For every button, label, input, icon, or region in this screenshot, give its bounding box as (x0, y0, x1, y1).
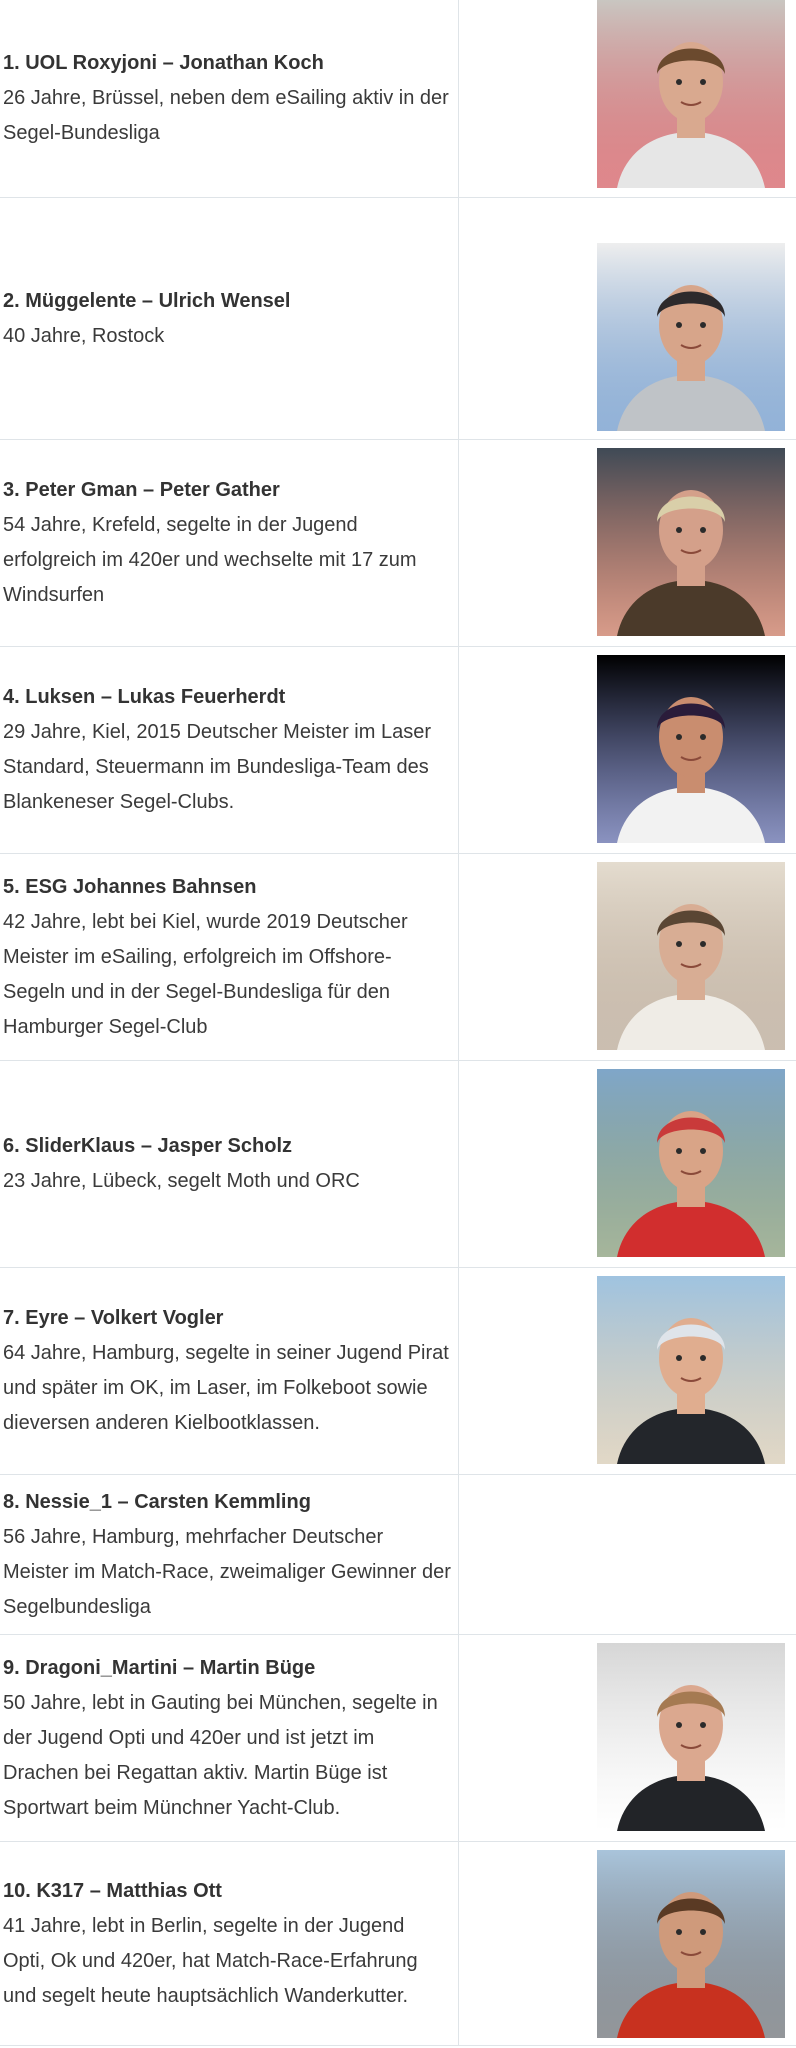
sailor-name: 4. Luksen – Lukas Feuerherdt (3, 686, 286, 708)
sailor-description: 42 Jahre, lebt bei Kiel, wurde 2019 Deutscher Meister im eSailing, erfolgreich im Offshore-Segeln und in der Segel-Bundesliga für den Hamburger Segel-Club (3, 910, 408, 1038)
sailor-portrait (597, 655, 785, 843)
sailor-text-cell (0, 1475, 459, 1634)
sailor-row (0, 198, 796, 440)
sailor-row (0, 1061, 796, 1268)
sailor-description: 64 Jahre, Hamburg, segelte in seiner Jugend Pirat und später im OK, im Laser, im Folkeboot sowie dieversen anderen Kielbootklassen. (3, 1342, 449, 1434)
sailor-description: 40 Jahre, Rostock (3, 324, 165, 347)
sailor-row (0, 1842, 796, 2046)
sailor-portrait (597, 0, 785, 188)
sailor-text-cell (0, 647, 459, 853)
sailor-row (0, 854, 796, 1061)
sailor-portrait (597, 1069, 785, 1257)
sailor-name: 9. Dragoni_Martini – Martin Büge (3, 1656, 316, 1679)
sailor-row (0, 0, 796, 198)
sailor-description: 50 Jahre, lebt in Gauting bei München, segelte in der Jugend Opti und 420er und ist jetzt im Drachen bei Regattan aktiv. Martin Büge ist Sportwart beim Münchner Yacht-Club. (3, 1691, 438, 1819)
sailor-name: 2. Müggelente – Ulrich Wensel (3, 289, 291, 312)
sailor-row (0, 440, 796, 647)
sailor-name: 6. SliderKlaus – Jasper Scholz (3, 1135, 293, 1157)
sailor-photo-cell (459, 1061, 796, 1267)
sailor-photo-cell (459, 647, 796, 853)
sailor-name: 3. Peter Gman – Peter Gather (3, 479, 280, 501)
sailor-text-cell (0, 1842, 459, 2045)
sailor-photo-cell (459, 1268, 796, 1474)
sailor-name: 1. UOL Roxyjoni – Jonathan Koch (3, 52, 324, 74)
sailor-row (0, 1635, 796, 1842)
sailor-description: 54 Jahre, Krefeld, segelte in der Jugend erfolgreich im 420er und wechselte mit 17 zum Windsurfen (3, 514, 417, 606)
sailor-photo-cell (459, 854, 796, 1060)
sailor-row (0, 1268, 796, 1475)
sailor-text-cell (0, 440, 459, 646)
sailor-name: 5. ESG Johannes Bahnsen (3, 875, 257, 898)
sailor-photo-cell (459, 0, 796, 197)
sailor-row (0, 1475, 796, 1635)
sailor-photo-cell (459, 1842, 796, 2045)
sailor-text-cell (0, 0, 459, 197)
sailor-portrait (597, 243, 785, 431)
sailor-photo-cell (459, 440, 796, 646)
sailor-description: 26 Jahre, Brüssel, neben dem eSailing aktiv in der Segel-Bundesliga (3, 87, 449, 144)
sailor-text-cell (0, 1268, 459, 1474)
sailor-photo-cell (459, 1475, 796, 1634)
sailor-portrait (597, 1643, 785, 1831)
sailor-photo-cell (459, 198, 796, 439)
sailor-text-cell (0, 198, 459, 439)
sailor-portrait (597, 862, 785, 1050)
sailor-description: 29 Jahre, Kiel, 2015 Deutscher Meister im Laser Standard, Steuermann im Bundesliga-Team des Blankeneser Segel-Clubs. (3, 721, 431, 813)
sailor-photo-cell (459, 1635, 796, 1841)
sailor-name: 7. Eyre – Volkert Vogler (3, 1307, 224, 1329)
sailor-description: 41 Jahre, lebt in Berlin, segelte in der Jugend Opti, Ok und 420er, hat Match-Race-Erfahrung und segelt heute hauptsächlich Wanderkutter. (3, 1914, 418, 2007)
sailor-text-cell (0, 1635, 459, 1841)
sailor-text-cell (0, 854, 459, 1060)
sailor-text-cell (0, 1061, 459, 1267)
sailor-portrait (597, 448, 785, 636)
sailor-row (0, 647, 796, 854)
sailor-portrait (597, 1850, 785, 2038)
sailor-name: 10. K317 – Matthias Ott (3, 1879, 222, 1902)
sailor-description: 23 Jahre, Lübeck, segelt Moth und ORC (3, 1170, 360, 1192)
sailor-name: 8. Nessie_1 – Carsten Kemmling (3, 1490, 311, 1513)
sailor-description: 56 Jahre, Hamburg, mehrfacher Deutscher Meister im Match-Race, zweimaliger Gewinner der Segelbundesliga (3, 1525, 451, 1618)
sailor-portrait (597, 1276, 785, 1464)
